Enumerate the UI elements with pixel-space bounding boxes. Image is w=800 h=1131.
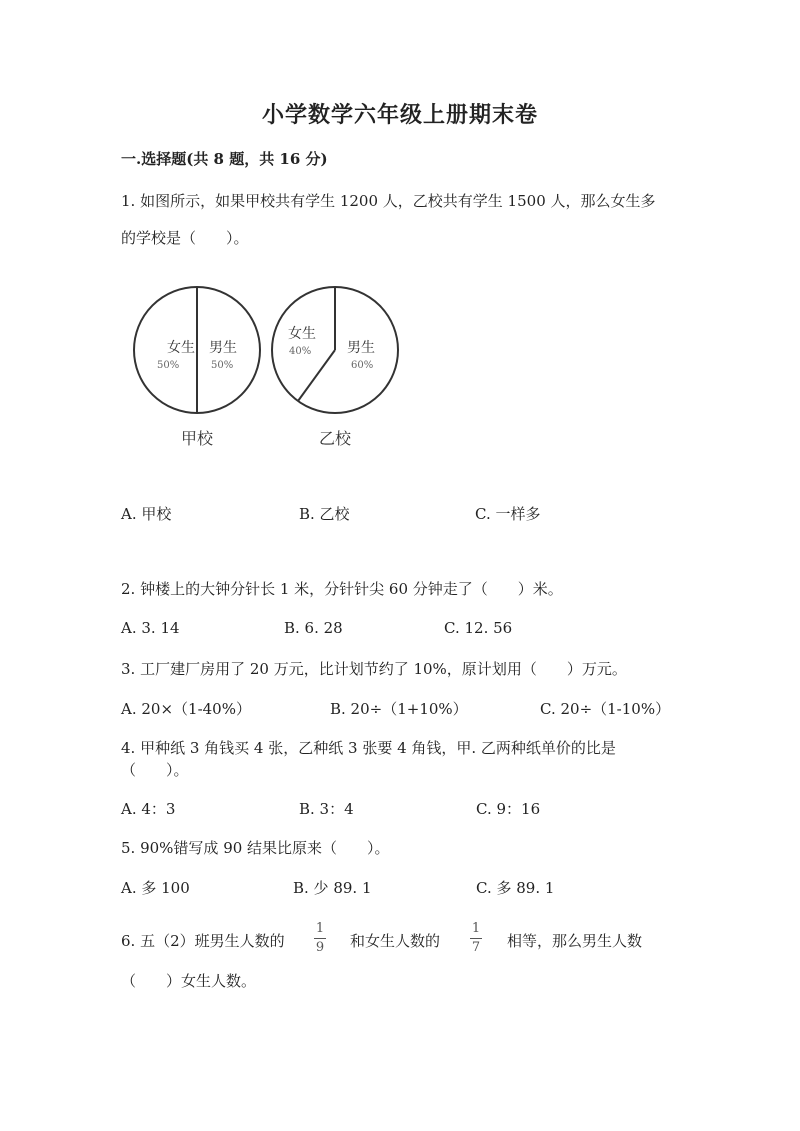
pie-jia-boy-pct: 50%	[211, 360, 234, 371]
question-2-text: 2. 钟楼上的大钟分针长 1 米，分针针尖 60 分钟走了（ ）米。	[121, 580, 563, 598]
q5-option-b[interactable]: B. 少 89. 1	[293, 879, 372, 897]
q3-option-b[interactable]: B. 20÷（1+10%）	[330, 700, 468, 718]
q3-option-c[interactable]: C. 20÷（1-10%）	[540, 700, 671, 718]
pie-yi-slice-divider-edge	[298, 350, 335, 401]
fraction-bar	[314, 938, 326, 939]
question-6-text-part2: 和女生人数的	[350, 932, 441, 950]
fraction-denominator: 9	[315, 939, 325, 955]
q1-option-a[interactable]: A. 甲校	[121, 505, 172, 523]
question-1-text-cont: 的学校是（ ）。	[121, 229, 249, 247]
question-6-text-part3: 相等，那么男生人数	[507, 932, 643, 950]
pie-jia-name: 甲校	[180, 429, 214, 448]
section-heading: 一.选择题(共 8 题，共 16 分)	[121, 150, 328, 168]
q3-option-a[interactable]: A. 20×（1-40%）	[121, 700, 251, 718]
fraction-one-ninth	[314, 922, 326, 954]
pie-jia-boy-label: 男生	[209, 340, 237, 356]
question-6-text-cont: （ ）女生人数。	[121, 972, 257, 990]
pie-jia-girl-pct: 50%	[157, 360, 180, 371]
pie-yi-name: 乙校	[318, 429, 352, 448]
question-4-text-cont: （ ）。	[121, 761, 189, 779]
q4-option-c[interactable]: C. 9：16	[476, 800, 541, 818]
pie-charts-figure	[125, 280, 425, 455]
pie-yi-girl-label: 女生	[288, 326, 316, 342]
q4-option-b[interactable]: B. 3：4	[299, 800, 354, 818]
question-5-text: 5. 90%错写成 90 结果比原来（ ）。	[121, 839, 390, 857]
pie-yi-girl-pct: 40%	[289, 346, 312, 357]
pie-yi-boy-label: 男生	[347, 340, 375, 356]
pie-charts-svg	[125, 280, 425, 455]
question-1-text: 1. 如图所示，如果甲校共有学生 1200 人，乙校共有学生 1500 人，那么女生多	[121, 192, 656, 210]
pie-yi-boy-pct: 60%	[351, 360, 374, 371]
question-3-text: 3. 工厂建厂房用了 20 万元，比计划节约了 10%，原计划用（ ）万元。	[121, 660, 627, 678]
q2-option-b[interactable]: B. 6. 28	[284, 619, 343, 637]
fraction-one-seventh	[470, 922, 482, 954]
q1-option-c[interactable]: C. 一样多	[475, 505, 541, 523]
fraction-bar	[470, 938, 482, 939]
question-6-text-part1: 6. 五（2）班男生人数的	[121, 932, 285, 950]
question-4-text: 4. 甲种纸 3 角钱买 4 张，乙种纸 3 张要 4 角钱，甲. 乙两种纸单价的比是	[121, 739, 616, 757]
q1-option-b[interactable]: B. 乙校	[299, 505, 350, 523]
fraction-numerator: 1	[315, 921, 325, 936]
q2-option-c[interactable]: C. 12. 56	[444, 619, 513, 637]
q5-option-a[interactable]: A. 多 100	[121, 879, 190, 897]
page-title: 小学数学六年级上册期末卷	[261, 102, 538, 128]
q5-option-c[interactable]: C. 多 89. 1	[476, 879, 555, 897]
q2-option-a[interactable]: A. 3. 14	[121, 619, 180, 637]
pie-jia-girl-label: 女生	[167, 340, 195, 356]
q4-option-a[interactable]: A. 4：3	[121, 800, 176, 818]
fraction-numerator: 1	[471, 921, 481, 936]
fraction-denominator: 7	[471, 939, 481, 955]
